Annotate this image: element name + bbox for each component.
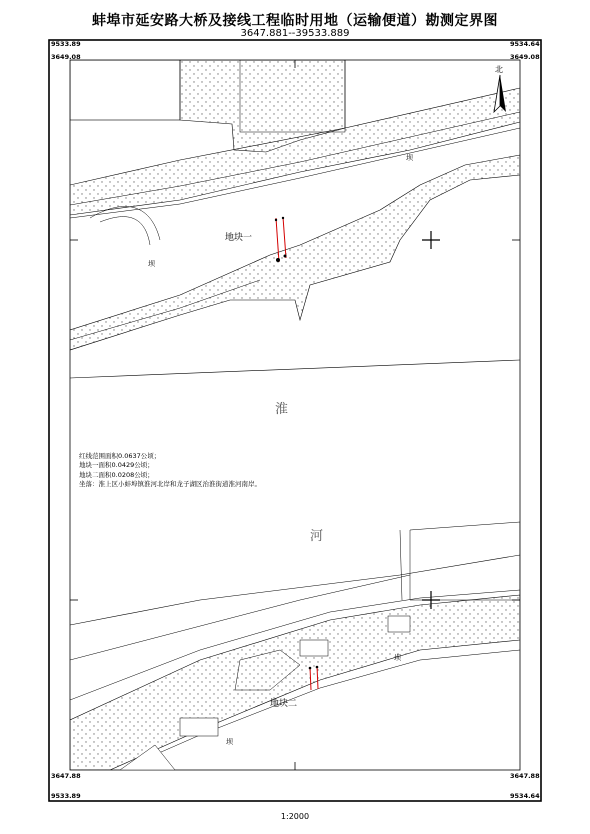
building-block xyxy=(70,60,180,120)
plot2-label: 地块二 xyxy=(270,699,298,709)
coord-bottom-right-y: 3647.88 xyxy=(510,772,540,780)
coord-bottom-left-y: 3647.88 xyxy=(51,772,81,780)
note-location: 坐落：淮上区小蚌埠镇淮河北岸和龙子湖区治淮街道淮河南岸。 xyxy=(79,480,261,489)
coord-top-left-y: 3649.08 xyxy=(51,53,81,61)
north-label: 北 xyxy=(495,65,503,74)
plot1-label: 地块一 xyxy=(225,233,253,243)
dam-label: 坝 xyxy=(394,654,401,662)
coord-bottom-left-x: 9533.89 xyxy=(51,792,81,800)
scale-label: 1:2000 xyxy=(280,812,310,821)
coord-top-left-x: 9533.89 xyxy=(51,40,81,48)
map-title: 蚌埠市延安路大桥及接线工程临时用地（运输便道）勘测定界图 xyxy=(92,13,498,29)
note-total-area: 红线范围面积0.0637公顷； xyxy=(79,452,161,460)
area-notes xyxy=(79,452,261,490)
dam-label: 坝 xyxy=(148,260,155,268)
map-subtitle: 3647.881--39533.889 xyxy=(240,28,350,39)
dam-label: 坝 xyxy=(406,154,413,162)
river-char-he: 河 xyxy=(310,529,324,544)
river-char-huai: 淮 xyxy=(275,402,289,417)
coord-bottom-right-x: 9534.64 xyxy=(510,792,540,800)
note-plot2-area: 地块二面积0.0208公顷； xyxy=(79,470,154,479)
south-dike xyxy=(70,595,520,770)
note-plot1-area: 地块一面积0.0429公顷； xyxy=(79,461,154,470)
dam-label: 坝 xyxy=(226,738,233,746)
grid-cross xyxy=(422,231,440,609)
coord-top-right-y: 3649.08 xyxy=(510,53,540,61)
coord-top-right-x: 9534.64 xyxy=(510,40,540,48)
